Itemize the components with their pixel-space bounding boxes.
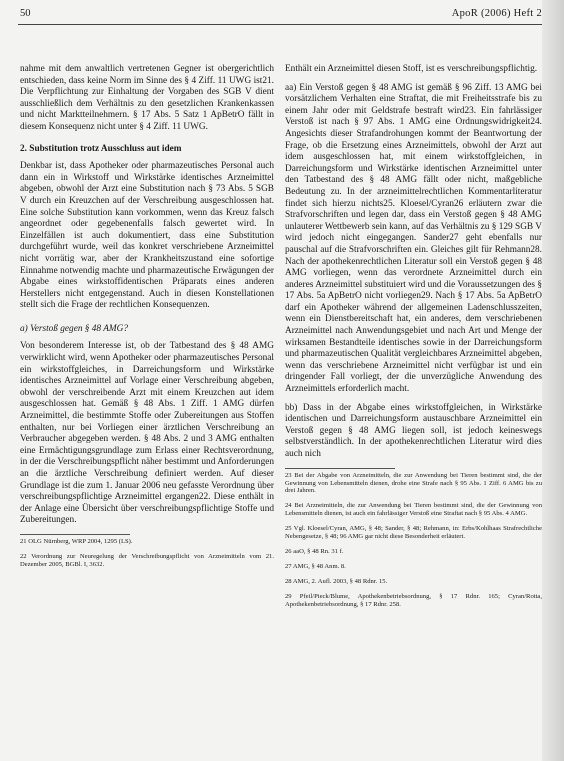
right-paragraph-2: bb) Dass in der Abgabe eines wirkstoffgleichen, in Wirkstärke identischen und Darreichungsform austauschbare Arzneimittel ein Verstoß gegen § 48 AMG liegen soll, ist jedoch keineswegs selbstverständlich. In der apothekenrechtlichen Literatur wird dies auch nich <box>285 402 542 459</box>
left-column <box>20 64 274 576</box>
footnote: 25 Vgl. Kloesel/Cyran, AMG, § 48; Sander, § 48; Rehmann, in: Erbs/Kohlhaas Strafrechtliche Nebengesetze, § 48; 96 AMG gar nicht diese Besonderheit erläutert. <box>285 525 542 541</box>
left-paragraph-2: Von besonderem Interesse ist, ob der Tatbestand des § 48 AMG verwirklicht wird, wenn Apotheker oder pharmazeutisches Personal ein wirkstoffgleiches, in Darreichungsform und Wirkstärke identisches Arzneimittel auf Vorlage einer Verschreibung abgeben, obwohl der verschreibende Arzt mit einem Kreuzchen aut idem ausgeschlossen hat. Gemäß § 48 Abs. 1 Ziff. 1 AMG dürfen Arzneimittel, die bestimmte Stoffe oder Zubereitungen aus Stoffen enthalten, nur bei Vorliegen einer ärztlichen Verschreibung an Verbraucher abgegeben werden. § 48 Abs. 2 und 3 AMG enthalten eine Ermächtigungsgrundlage zum Erlass einer Rechtsverordnung, in der die Verschreibungspflicht näher bestimmt und Anforderungen an die ärztliche Verschreibung definiert werden. Auf dieser Grundlage ist die zum 1. Januar 2006 neu gefasste Verordnung über verschreibungspflichtige Arzneimittel ergangen22. Diese enthält in der Anlage eine Übersicht über verschreibungspflichtige Stoffe und Zubereitungen. <box>20 341 274 526</box>
header-rule <box>18 24 544 25</box>
page-edge-shadow <box>542 0 564 761</box>
section-heading: 2. Substitution trotz Ausschluss aut idem <box>20 143 182 154</box>
subsection-heading: a) Verstoß gegen § 48 AMG? <box>20 323 129 334</box>
journal-title: ApoR (2006) Heft 2 <box>451 8 542 19</box>
page-header <box>20 8 542 24</box>
footnote-rule-right <box>285 468 395 469</box>
footnote: 24 Bei Arzneimitteln, die zur Anwendung bei Tieren bestimmt sind, die der Gewinnung von Lebensmitteln dienen, ist auch ein fahrlässiger Verstoß eine Straftat nach § 95 Abs. 4 AMG. <box>285 502 542 518</box>
left-intro: nahme mit dem anwaltlich vertretenen Gegner ist obergerichtlich entschieden, dass keine Norm im Sinne des § 4 Ziff. 11 UWG ist21. Die Verpflichtung zur Einhaltung der Vorgaben des SGB V dient ausschließlich dem Verhältnis zu den gesetzlichen Krankenkassen und nicht Marktteilnehmern. § 17 Abs. 5 Satz 1 ApBetrO fällt in diesem Konsequenz nicht unter § 4 Ziff. 11 UWG. <box>20 64 274 132</box>
footnote: 22 Verordnung zur Neuregelung der Verschreibungspflicht von Arzneimitteln vom 21. Dezember 2005, BGBl. I, 3632. <box>20 552 274 568</box>
right-paragraph-1: aa) Ein Verstoß gegen § 48 AMG ist gemäß § 96 Ziff. 13 AMG bei vorsätzlichem Verhalten eine Straftat, die mit Freiheitsstrafe bis zu einem Jahr oder mit Geldstrafe bestraft wird23. Ein fahrlässiger Verstoß ist nach § 97 Abs. 1 AMG eine Ordnungswidrigkeit24. Angesichts dieser Strafandrohungen kommt der Beantwortung der Frage, ob die Ersetzung eines Arzneimittels, obwohl der Arzt aut idem ausgeschlossen hat, mit einem wirkstoffgleichen, in Darreichungsform und Wirkstärke identischen Arzneimittel unter den Tatbestand des § 48 AMG fällt oder nicht, maßgebliche Bedeutung zu. In der arzneimittelrechtlichen Kommentarliteratur findet sich hierzu nichts25. Kloesel/Cyran26 erläutern zwar die Strafvorschriften und legen dar, dass ein Verstoß gegen § 48 AMG unlauterer Wettbewerb sein kann, auf das Verhältnis zu § 129 SGB V wird jedoch nicht eingegangen. Sander27 geht ebenfalls nur pauschal auf die Strafvorschriften ein. Gleiches gilt für Rehmann28. Nach der apothekenrechtlichen Literatur soll ein Verstoß gegen § 48 AMG vorliegen, wenn das verordnete Arzneimittel durch ein anderes Arzneimittel substituiert wird und die Voraussetzungen des § 17 Abs. 5a ApBetrO nicht vorliegen29. Nach § 17 Abs. 5a ApBetrO darf ein Apotheker während der allgemeinen Ladenschlusszeiten, wenn ein Dienstbereitschaft hat, ein anderes, dem verschriebenen Arzneimittel nach Anwendungsgebiet und nach Art und Menge der wirksamen Bestandteile identisches sowie in der Darreichungsform und pharmazeutischen Qualität vergleichbares Arzneimittel abgeben, wenn das verschriebene Arzneimittel nicht verfügbar ist und ein dringender Fall vorliegt, der die unverzügliche Anwendung des Arzneimittels erforderlich macht. <box>285 82 542 395</box>
footnote: 28 AMG, 2. Aufl. 2003, § 48 Rdnr. 15. <box>285 577 388 585</box>
footnote: 29 Pfeil/Pieck/Blume, Apothekenbetriebsordnung, § 17 Rdnr. 165; Cyran/Rotta, Apothekenbetriebsordnung, § 17 Rdnr. 258. <box>285 592 542 608</box>
right-intro: Enthält ein Arzneimittel diesen Stoff, ist es verschreibungspflichtig. <box>285 64 538 74</box>
footnote: 23 Bei der Abgabe von Arzneimitteln, die zur Anwendung bei Tieren bestimmt sind, die der Gewinnung von Lebensmitteln dienen, drohe eine Strafe nach § 95 Abs. 1 Ziff. 6 AMG bis zu drei Jahren. <box>285 471 542 495</box>
footnote: 26 aaO, § 48 Rn. 31 f. <box>285 547 344 555</box>
footnote: 21 OLG Nürnberg, WRP 2004, 1295 (LS). <box>20 537 133 545</box>
footnote: 27 AMG, § 48 Anm. 8. <box>285 562 346 570</box>
right-column <box>285 64 542 615</box>
footnote-rule-left <box>20 534 130 535</box>
left-paragraph-1: Denkbar ist, dass Apotheker oder pharmazeutisches Personal auch dann ein in Wirkstoff und Wirkstärke identisches Arzneimittel abgeben, obwohl der Arzt eine Substitution nach § 73 Abs. 5 SGB V durch ein Kreuzchen auf der Verschreibung ausgeschlossen hat. Eine solche Substitution kann vorkommen, wenn das Kreuz falsch angeordnet oder gegebenenfalls falsch gewertet wird. In Einzelfällen ist auch dokumentiert, dass eine Substitution durchgeführt wurde, weil das konkret verschriebene Arzneimittel nicht vorrätig war, aber der Krankheitszustand eine sofortige Einnahme notwendig machte und pharmazeutische Erwägungen der Abgabe eines wirkstoffidentischen Präparats eines anderen Herstellers nicht entgegenstand. Auch in diesen Konstellationen stellt sich die Frage der rechtlichen Konsequenzen. <box>20 161 274 311</box>
page-number: 50 <box>20 8 31 19</box>
